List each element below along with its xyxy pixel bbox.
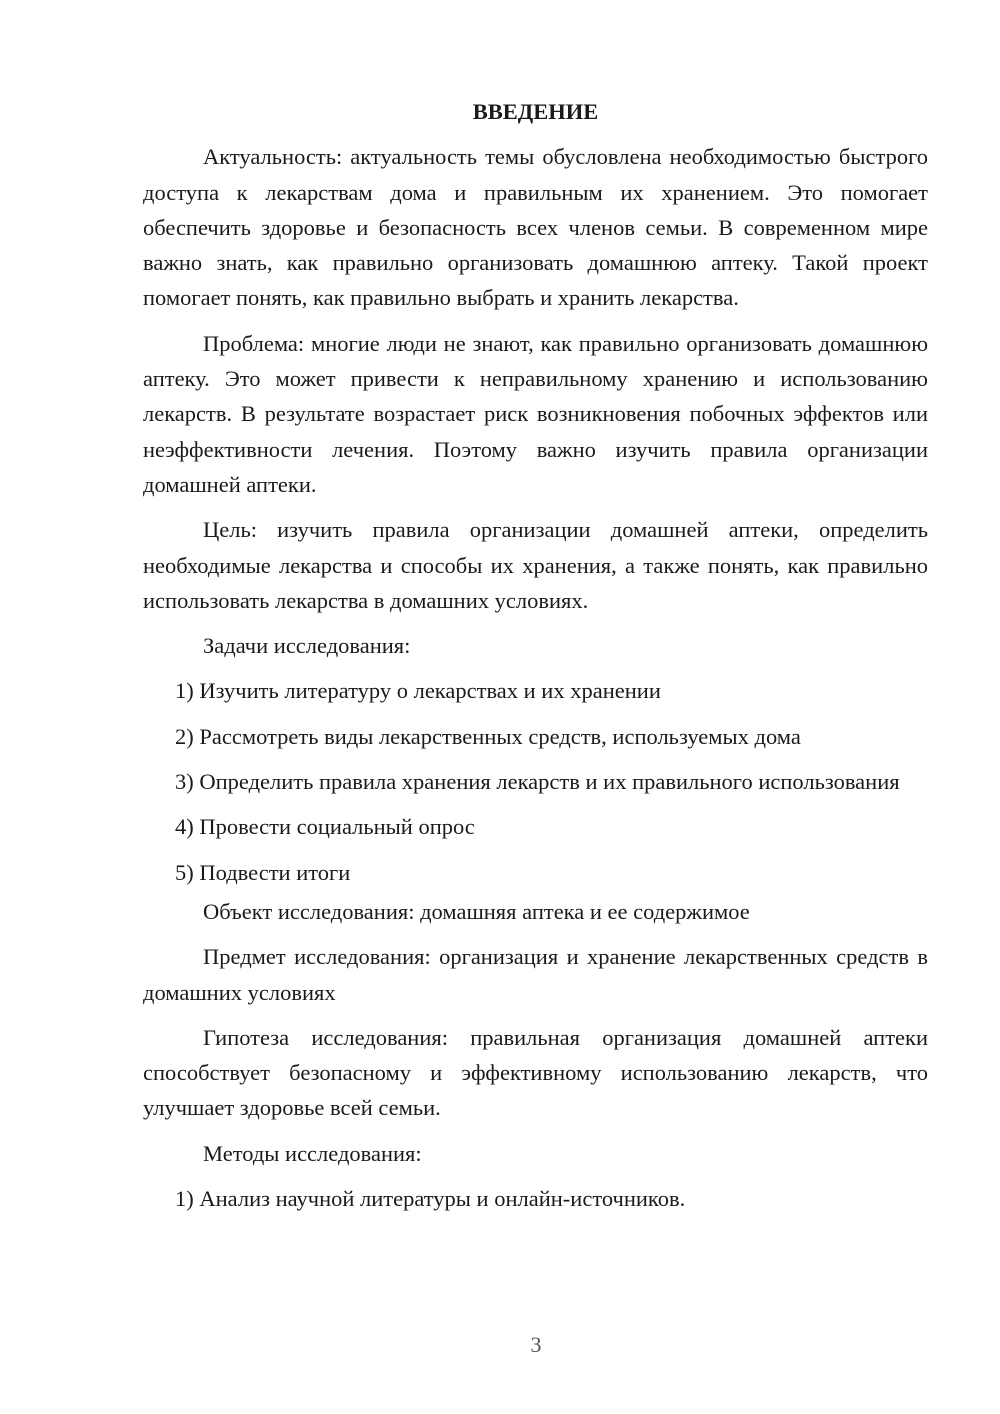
paragraph-subject: Предмет исследования: организация и хранение лекарственных средств в домашних условиях <box>143 944 928 1005</box>
page-content <box>143 94 928 1226</box>
page-number: 3 <box>530 1332 542 1357</box>
task-item: 3) Определить правила хранения лекарств и их правильного использования <box>175 769 900 795</box>
section-title: ВВЕДЕНИЕ <box>472 99 599 124</box>
methods-heading: Методы исследования: <box>203 1140 422 1166</box>
tasks-heading: Задачи исследования: <box>203 633 411 659</box>
task-item: 4) Провести социальный опрос <box>175 814 475 840</box>
task-item: 1) Изучить литературу о лекарствах и их хранении <box>175 678 661 704</box>
task-item: 2) Рассмотреть виды лекарственных средств, используемых дома <box>175 723 801 749</box>
paragraph-hypothesis: Гипотеза исследования: правильная организация домашней аптеки способствует безопасному и эффективному использованию лекарств, что улучшает здоровье всей семьи. <box>143 1024 928 1121</box>
paragraph-problem: Проблема: многие люди не знают, как правильно организовать домашнюю аптеку. Это может привести к неправильному хранению и использованию лекарств. В результате возрастает риск возникновения побочных эффектов или неэффективности лечения. Поэтому важно изучить правила организации домашней аптеки. <box>143 330 928 497</box>
task-item: 5) Подвести итоги <box>175 859 351 885</box>
paragraph-relevance: Актуальность: актуальность темы обусловлена необходимостью быстрого доступа к лекарствам дома и правильным их хранением. Это помогает обеспечить здоровье и безопасность всех членов семьи. В современном мире важно знать, как правильно организовать домашнюю аптеку. Такой проект помогает понять, как правильно выбрать и хранить лекарства. <box>143 144 928 311</box>
paragraph-object: Объект исследования: домашняя аптека и ее содержимое <box>203 898 750 924</box>
method-item: 1) Анализ научной литературы и онлайн-источников. <box>175 1186 686 1212</box>
paragraph-goal: Цель: изучить правила организации домашней аптеки, определить необходимые лекарства и способы их хранения, а также понять, как правильно использовать лекарства в домашних условиях. <box>143 517 928 613</box>
